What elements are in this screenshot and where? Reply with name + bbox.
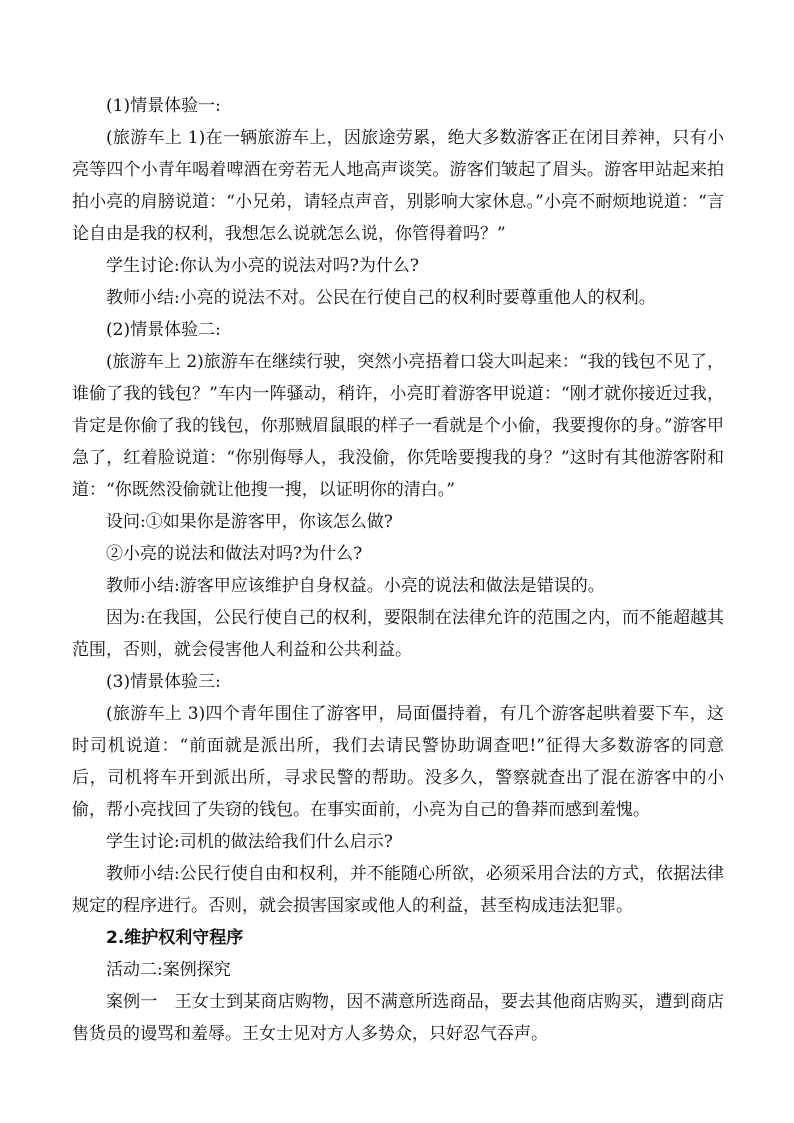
paragraph-scenario-1-title: (1)情景体验一: xyxy=(106,96,221,116)
paragraph-scenario-1-story: (旅游车上 1)在一辆旅游车上，因旅途劳累，绝大多数游客正在闭目养神，只有小亮等四个小青年喝着啤酒在旁若无人地高声谈笑。游客们皱起了眉头。游客甲站起来拍拍小亮的肩膀说道：“小兄弟，请轻点声音，别影响大家休息。”小亮不耐烦地说道：“言论自由是我的权利，我想怎么说就怎么说，你管得着吗？” xyxy=(72,128,724,244)
paragraph-question-2: ②小亮的说法和做法对吗?为什么? xyxy=(106,544,363,564)
paragraph-scenario-2-story: (旅游车上 2)旅游车在继续行驶，突然小亮捂着口袋大叫起来：“我的钱包不见了，谁偷了我的钱包？”车内一阵骚动，稍许，小亮盯着游客甲说道：“刚才就你接近过我，肯定是你偷了我的钱包，你那贼眉鼠眼的样子一看就是个小偷，我要搜你的身。”游客甲急了，红着脸说道：“你别侮辱人，我没偷，你凭啥要搜我的身？”这时有其他游客附和道：“你既然没偷就让他搜一搜，以证明你的清白。” xyxy=(72,352,724,500)
paragraph-scenario-3-title: (3)情景体验三: xyxy=(106,672,221,692)
paragraph-scenario-3-story: (旅游车上 3)四个青年围住了游客甲，局面僵持着，有几个游客起哄着要下车，这时司机说道：“前面就是派出所，我们去请民警协助调查吧!”征得大多数游客的同意后，司机将车开到派出所，寻求民警的帮助。没多久，警察就查出了混在游客中的小偷，帮小亮找回了失窃的钱包。在事实面前，小亮为自己的鲁莽而感到羞愧。 xyxy=(72,704,724,820)
section-heading: 2.维护权利守程序 xyxy=(106,928,244,948)
paragraph-teacher-summary-1: 教师小结:小亮的说法不对。公民在行使自己的权利时要尊重他人的权利。 xyxy=(106,288,656,308)
paragraph-scenario-2-title: (2)情景体验二: xyxy=(106,320,221,340)
paragraph-teacher-summary-3: 教师小结:公民行使自由和权利，并不能随心所欲，必须采用合法的方式，依据法律规定的程序进行。否则，就会损害国家或他人的利益，甚至构成违法犯罪。 xyxy=(72,864,724,916)
paragraph-activity-2: 活动二:案例探究 xyxy=(106,960,231,980)
paragraph-student-discussion-2: 学生讨论:司机的做法给我们什么启示? xyxy=(106,832,393,852)
paragraph-question-1: 设问:①如果你是游客甲，你该怎么做? xyxy=(106,512,393,532)
paragraph-case-1: 案例一 王女士到某商店购物，因不满意所选商品，要去其他商店购买，遭到商店售货员的谩骂和羞辱。王女士见对方人多势众，只好忍气吞声。 xyxy=(72,992,724,1044)
paragraph-teacher-summary-2: 教师小结:游客甲应该维护自身权益。小亮的说法和做法是错误的。 xyxy=(106,576,605,596)
paragraph-reason: 因为:在我国，公民行使自己的权利，要限制在法律允许的范围之内，而不能超越其范围，否则，就会侵害他人利益和公共利益。 xyxy=(72,608,724,660)
document-body xyxy=(72,90,724,1050)
paragraph-student-discussion-1: 学生讨论:你认为小亮的说法对吗?为什么? xyxy=(106,256,419,276)
